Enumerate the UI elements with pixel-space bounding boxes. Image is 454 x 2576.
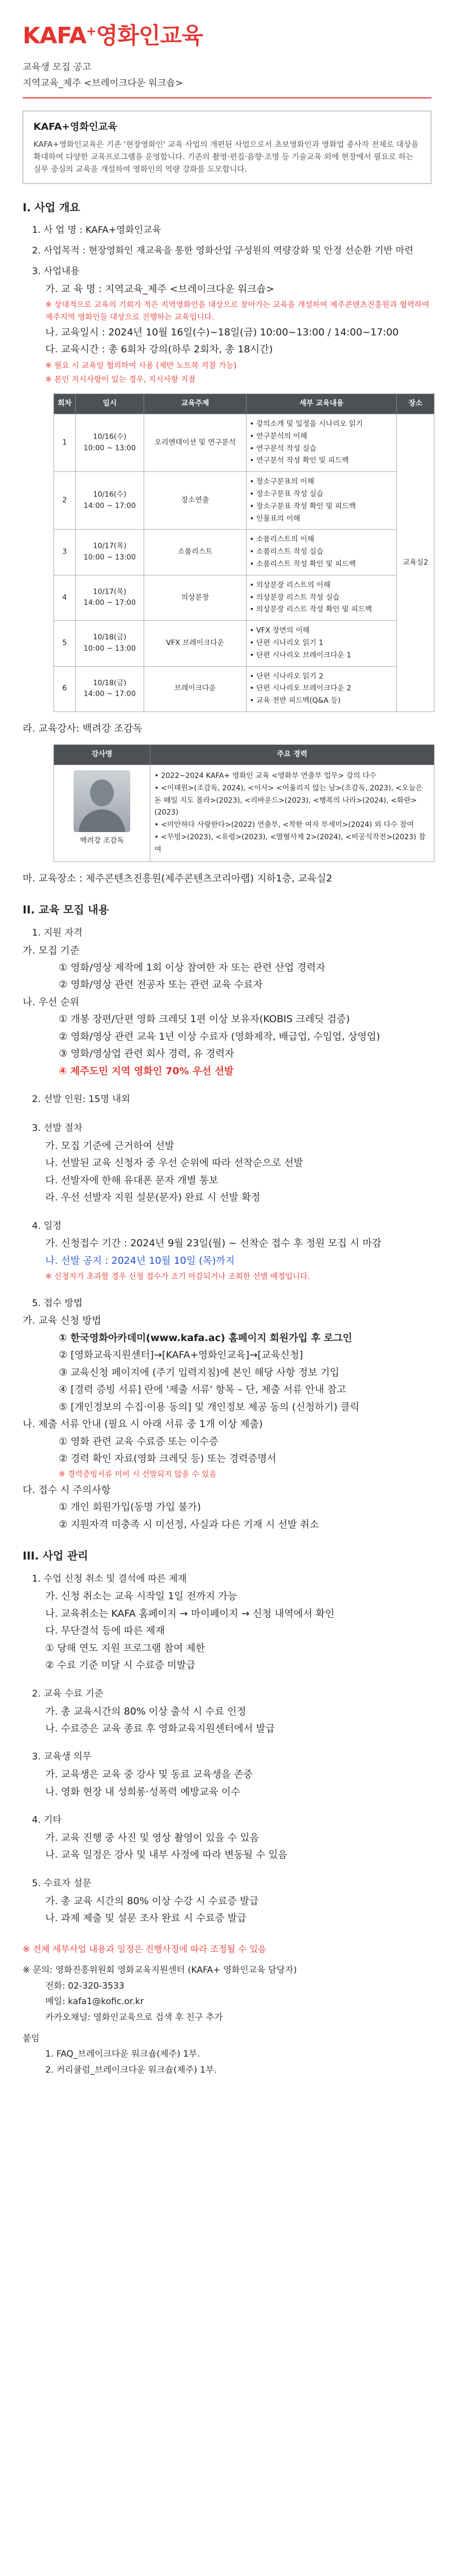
contact-email[interactable]: 메일: kafa1@kofic.or.kr bbox=[45, 1996, 144, 2007]
cert-label: 2. 교육 수료 기준 bbox=[32, 1688, 103, 1699]
list-item: 가. 신청 취소는 교육 시작일 1일 전까지 가능 bbox=[45, 1590, 237, 1602]
session-no: 3 bbox=[54, 530, 76, 575]
list-item: 다. 선발자에 한해 유대폰 문자 개별 통보 bbox=[45, 1174, 218, 1186]
course-title: 지역교육_제주 <브레이크다운 워크숍> bbox=[23, 77, 183, 89]
lecturer-header-career: 주요 경력 bbox=[150, 745, 434, 765]
session-topic: VFX 브레이크다운 bbox=[144, 621, 247, 666]
session-topic: 오리엔테이션 및 연구분석 bbox=[144, 414, 247, 472]
course-hours-note-2: ※ 본인 지시사항이 있는 경우, 지시사항 지참 bbox=[45, 375, 196, 384]
survey-label: 5. 수료자 설문 bbox=[32, 1877, 92, 1889]
list-item: ① 개봉 장편/단편 영화 크레딧 1편 이상 보유자(KOBIS 크레딧 검증) bbox=[59, 1013, 350, 1025]
table-row bbox=[54, 472, 434, 530]
session-content: • VFX 장면의 이해 • 단편 시나리오 읽기 1 • 단편 시나리오 브레이크다운 1 bbox=[246, 621, 396, 666]
course-period: 나. 교육일시 : 2024년 10월 16일(수)~18일(금) 10:00~13:00 / 14:00~17:00 bbox=[45, 326, 399, 338]
session-content: • 강의소개 및 일정을 시나리오 읽기 • 연구분석의 이해 • 연구분석 작성 실습 • 연구분석 작성 확인 및 피드백 bbox=[246, 414, 396, 472]
selection-count: 2. 선발 인원: 15명 내외 bbox=[32, 1094, 130, 1105]
session-datetime: 10/17(목) 10:00 ~ 13:00 bbox=[76, 530, 144, 575]
venue-line: 마. 교육장소 : 제주콘텐츠진흥원(제주콘텐츠코리아랩) 지하1층, 교육실2 bbox=[23, 872, 333, 884]
target-label: 1. 지원 자격 bbox=[32, 927, 83, 938]
intro-title: KAFA+영화인교육 bbox=[33, 121, 117, 133]
item-business-content: 3. 사업내용 bbox=[32, 266, 80, 277]
header-divider bbox=[23, 97, 431, 98]
course-name-note: ※ 상대적으로 교육의 기회가 적은 지역영화인을 대상으로 찾아가는 교육을 개설하여 제주콘텐츠진흥원과 협력하여 제주지역 영화인들 대상으로 진행하는 교육입니다. bbox=[45, 300, 430, 321]
list-item: ③ 영화/영상업 관련 회사 경력, 유 경력자 bbox=[59, 1048, 235, 1060]
list-item: ⑤ [개인정보의 수집·이용 동의] 및 개인정보 제공 동의 (신청하기) 클릭 bbox=[59, 1401, 360, 1413]
intro-box bbox=[23, 111, 431, 183]
session-datetime: 10/16(수) 14:00 ~ 17:00 bbox=[76, 472, 144, 530]
lecturer-career: • 2022~2024 KAFA+ 영화인 교육 <영화부 연출부 업무> 강의 다수 • <이태원>(조감독, 2024), <이사> <어울리지 않는 남>(조감독, 2023), <오늘은 돈 떼일 지도 몰라>(2023), <리바운드>(2023), <행복의 나라>(2024), <화란>(2023) • <미안하다 사랑한다>(2022) 연출부, <착한 여자 부세미>(2024) 외 다수 참여 • <무빙>(2023), <유령>(2023), <열혈사제 2>(2024), <비공식작전>(2023) 참여 bbox=[150, 765, 434, 862]
procedure-label: 3. 선발 절차 bbox=[32, 1122, 83, 1133]
schedule-header-no: 회차 bbox=[54, 394, 76, 414]
list-item: 나. 교육 일정은 강사 및 내부 사정에 따라 변동될 수 있음 bbox=[45, 1849, 288, 1861]
pref-sub: 나. 우선 순위 bbox=[23, 996, 79, 1008]
item-business-purpose: 2. 사업목적 : 현장영화인 재교육을 통한 영화산업 구성원의 역량강화 및 안정 선순환 기반 마련 bbox=[32, 245, 413, 257]
schedule-header-date: 일시 bbox=[76, 394, 144, 414]
list-item: 나. 수료증은 교육 종료 후 영화교육지원센터에서 발급 bbox=[45, 1722, 275, 1734]
list-item: ② [영화교육지원센터]→[KAFA+영화인교육]→[교육신청] bbox=[59, 1349, 303, 1361]
item-business-name: 1. 사 업 명 : KAFA+영화인교육 bbox=[32, 225, 161, 236]
session-no: 5 bbox=[54, 621, 76, 666]
lecturer-cell bbox=[54, 765, 150, 862]
list-item: ※ 신청자가 초과할 경우 신청 접수가 조기 마감되거나 조회한 선별 예정입니다. bbox=[45, 1272, 310, 1281]
attachment-item[interactable]: 2. 커리큘럼_브레이크다운 워크숍(제주) 1부. bbox=[45, 2064, 217, 2075]
contact-kakao: 카카오채널: 영화인교육으로 검색 후 친구 추가 bbox=[45, 2012, 223, 2023]
attachment-item[interactable]: 1. FAQ_브레이크다운 워크숍(제주) 1부. bbox=[45, 2049, 200, 2060]
schedule-label: 4. 일정 bbox=[32, 1220, 62, 1231]
session-no: 1 bbox=[54, 414, 76, 472]
contact-org: ※ 문의: 영화진흥위원회 영화교육지원센터 (KAFA+ 영화인교육 담당자) bbox=[23, 1965, 297, 1976]
list-item: ① 당해 연도 지원 프로그램 참여 제한 bbox=[45, 1642, 205, 1654]
session-topic: 의상분장 bbox=[144, 575, 247, 620]
list-item: ④ [경력 증빙 서류] 란에 '제출 서류' 항목 – 단, 제출 서류 안내 참고 bbox=[59, 1384, 346, 1396]
list-item: ④ 제주도민 지역 영화인 70% 우선 선발 bbox=[59, 1065, 234, 1077]
session-no: 4 bbox=[54, 575, 76, 620]
list-item: 가. 총 교육 시간의 80% 이상 수강 시 수료증 발급 bbox=[45, 1895, 259, 1907]
footer-notice: ※ 전체 세부사업 내용과 일정은 진행사정에 따라 조정될 수 있음 bbox=[23, 1944, 267, 1955]
schedule-header-topic: 교육주제 bbox=[144, 394, 247, 414]
section-1-heading: I. 사업 개요 bbox=[23, 201, 80, 214]
list-item: ② 영화/영상 관련 전공자 또는 관련 교육 수료자 bbox=[59, 979, 263, 991]
table-row bbox=[54, 765, 434, 862]
list-item: 가. 교육생은 교육 중 강사 및 동료 교육생을 존중 bbox=[45, 1769, 253, 1781]
list-item: 가. 교육 진행 중 사진 및 영상 촬영이 있을 수 있음 bbox=[45, 1832, 259, 1844]
list-item: 라. 우선 선발자 지원 설문(문자) 완료 시 선발 확정 bbox=[45, 1192, 260, 1204]
list-item: 가. 총 교육시간의 80% 이상 출석 시 수료 인정 bbox=[45, 1705, 247, 1717]
schedule-header-content: 세부 교육내용 bbox=[246, 394, 396, 414]
list-item: ② 수료 기준 미달 시 수료증 미발급 bbox=[45, 1659, 196, 1671]
list-item: ② 경력 확인 자료(영화 크레딧 등) 또는 경력증명서 bbox=[59, 1452, 276, 1464]
attachment-label: 붙임 bbox=[23, 2033, 40, 2044]
section-3-heading: III. 사업 관리 bbox=[23, 1549, 89, 1562]
course-name: 가. 교 육 명 : 지역교육_제주 <브레이크다운 워크숍> bbox=[45, 283, 274, 295]
inquiry-sub: 다. 접수 시 주의사항 bbox=[23, 1484, 111, 1496]
list-item: ② 영화/영상 관련 교육 1년 이상 수료자 (영화제작, 배급업, 수입업, 상영업) bbox=[59, 1030, 380, 1042]
list-item: ② 지원자격 미충족 시 미선정, 사실과 다른 기재 시 선발 취소 bbox=[59, 1518, 319, 1530]
ethics-label: 3. 교육생 의무 bbox=[32, 1751, 92, 1762]
docs-sub: 나. 제출 서류 안내 (필요 시 아래 서류 중 1개 이상 제출) bbox=[23, 1418, 263, 1430]
list-item: 나. 교육취소는 KAFA 홈페이지 → 마이페이지 → 신청 내역에서 확인 bbox=[45, 1607, 335, 1619]
attachment-block bbox=[23, 2031, 431, 2078]
session-no: 6 bbox=[54, 666, 76, 711]
schedule-table bbox=[54, 394, 434, 712]
list-item: 나. 과제 제출 및 설문 조사 완료 시 수료증 발급 bbox=[45, 1912, 247, 1924]
list-item: 다. 무단결석 등에 따른 제재 bbox=[45, 1625, 165, 1637]
lecturer-line: 라. 교육강사: 백려강 조감독 bbox=[23, 722, 143, 734]
course-hours: 다. 교육시간 : 총 6회차 강의(하루 2회차, 총 18시간) bbox=[45, 344, 273, 355]
session-content: • 의상분장 리스트의 이해 • 의상분장 리스트 작성 실습 • 의상분장 리스트 작성 확인 및 피드백 bbox=[246, 575, 396, 620]
session-topic: 장소연출 bbox=[144, 472, 247, 530]
session-topic: 소품리스트 bbox=[144, 530, 247, 575]
list-item: ① 영화 관련 교육 수료증 또는 이수증 bbox=[59, 1435, 219, 1447]
session-content: • 장소구분표의 이해 • 장소구분표 작성 실습 • 장소구분표 작성 확인 및 피드백 • 인물표의 이해 bbox=[246, 472, 396, 530]
course-hours-note-1: ※ 필요 시 교육일 협의하여 사용 (제반 노트북 지참 가능) bbox=[45, 360, 237, 370]
kafa-logo: KAFA+영화인교육 bbox=[23, 23, 203, 49]
session-content: • 소품리스트의 이해 • 소품리스트 작성 실습 • 소품리스트 작성 확인 및 피드백 bbox=[246, 530, 396, 575]
list-item: 나. 선발 공지 : 2024년 10월 10일 (목)까지 bbox=[45, 1255, 235, 1266]
etc-label: 4. 기타 bbox=[32, 1815, 62, 1826]
table-row bbox=[54, 666, 434, 711]
session-topic: 브레이크다운 bbox=[144, 666, 247, 711]
list-item: 나. 선발된 교육 신청자 중 우선 순위에 따라 선착순으로 선발 bbox=[45, 1157, 303, 1169]
session-datetime: 10/17(목) 14:00 ~ 17:00 bbox=[76, 575, 144, 620]
intro-body: KAFA+영화인교육은 기존 '현장영화인' 교육 사업의 개편된 사업으로서 초보영화인과 영화업 종사자 전체로 대상을 확대하여 다양한 교육프로그램을 운영합니다. 기존의 촬영·편집·음향·조명 등 기술교육 외에 현장에서 필요로 하는 실무 중심의 교육을 개설하여 영화인의 역량 강화를 도모합니다. bbox=[33, 139, 419, 174]
list-item: ① 영화/영상 제작에 1회 이상 참여한 자 또는 관련 산업 경력자 bbox=[59, 961, 326, 973]
table-row bbox=[54, 575, 434, 620]
session-content: • 단편 시나리오 읽기 2 • 단편 시나리오 브레이크다운 2 • 교육 전반 피드백(Q&A 등) bbox=[246, 666, 396, 711]
lecturer-name: 백려강 조감독 bbox=[80, 837, 124, 845]
session-no: 2 bbox=[54, 472, 76, 530]
list-item: 가. 모집 기준에 근거하여 선발 bbox=[45, 1140, 174, 1151]
schedule-header-venue: 장소 bbox=[397, 394, 434, 414]
list-item: ③ 교육신청 페이지에 (주기 입력지침)에 본인 해당 사항 정보 기입 bbox=[59, 1366, 340, 1378]
session-datetime: 10/18(금) 14:00 ~ 17:00 bbox=[76, 666, 144, 711]
list-item: 나. 영화 현장 내 성희롱·성폭력 예방교육 이수 bbox=[45, 1786, 240, 1798]
apply-sub: 가. 교육 신청 방법 bbox=[23, 1315, 101, 1327]
venue-cell: 교육실2 bbox=[397, 414, 434, 712]
table-row bbox=[54, 621, 434, 666]
lecturer-photo bbox=[74, 770, 130, 832]
session-datetime: 10/16(수) 10:00 ~ 13:00 bbox=[76, 414, 144, 472]
table-row bbox=[54, 530, 434, 575]
mgmt-label: 1. 수업 신청 취소 및 결석에 따른 제재 bbox=[32, 1573, 187, 1584]
section-2-heading: II. 교육 모집 내용 bbox=[23, 904, 109, 917]
list-item: ① 한국영화아카데미(www.kafa.ac) 홈페이지 회원가입 후 로그인 bbox=[59, 1332, 353, 1344]
lecturer-table bbox=[54, 744, 434, 861]
list-item: 가. 신청접수 기간 : 2024년 9월 23일(월) ~ 선착순 접수 후 정원 모집 시 마감 bbox=[45, 1238, 381, 1249]
contact-phone: 전화: 02-320-3533 bbox=[45, 1980, 125, 1991]
lecturer-header-name: 강사명 bbox=[54, 745, 150, 765]
session-datetime: 10/18(금) 10:00 ~ 13:00 bbox=[76, 621, 144, 666]
list-item: ※ 경력증빙서류 미비 시 선발되지 않을 수 있음 bbox=[59, 1469, 217, 1479]
apply-label: 5. 접수 방법 bbox=[32, 1297, 83, 1309]
table-row bbox=[54, 414, 434, 472]
list-item: ① 개인 회원가입(동명 가입 불가) bbox=[59, 1501, 201, 1513]
target-sub: 가. 모집 기준 bbox=[23, 944, 79, 956]
footer bbox=[23, 1942, 431, 2078]
notice-type: 교육생 모집 공고 bbox=[23, 62, 92, 73]
